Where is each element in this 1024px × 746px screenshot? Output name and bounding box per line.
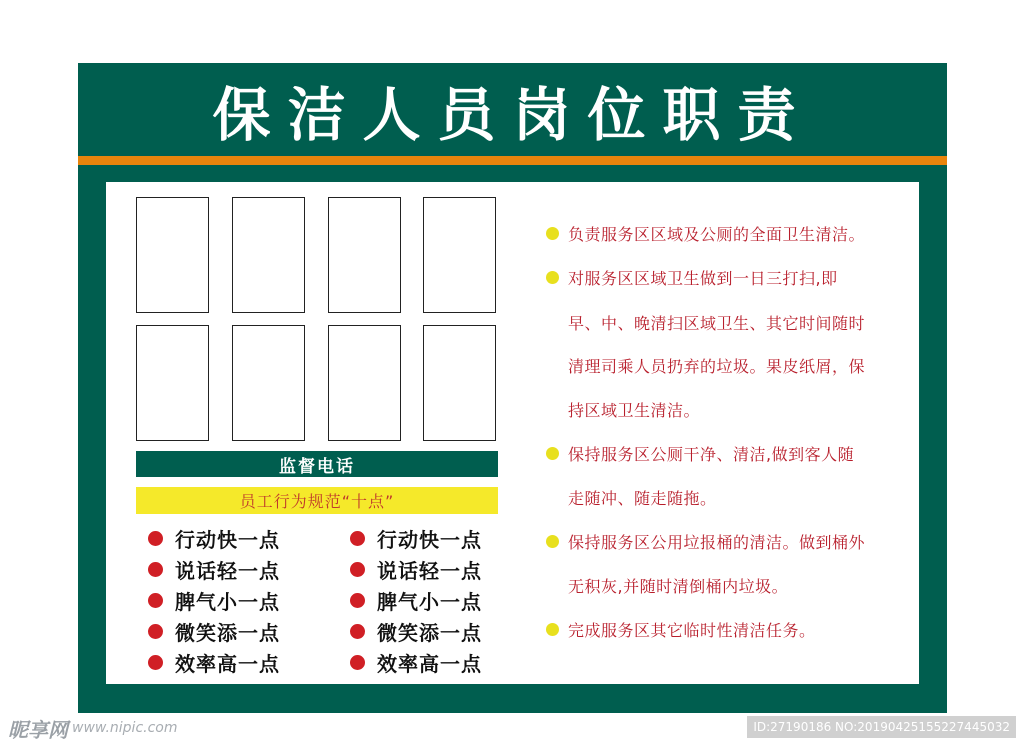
- yellow-bullet-icon: [546, 535, 559, 548]
- red-bullet-icon: [350, 624, 365, 639]
- photo-frame: [232, 325, 305, 441]
- duty-line: 清理司乘人员扔弃的垃圾。果皮纸屑，保: [568, 356, 866, 376]
- red-bullet-icon: [350, 655, 365, 670]
- rule-item: 微笑添一点: [148, 617, 280, 645]
- yellow-bullet-icon: [546, 271, 559, 284]
- rule-item: 微笑添一点: [350, 617, 482, 645]
- bulletin-board: [78, 63, 947, 713]
- rule-item: 说话轻一点: [350, 555, 482, 583]
- rule-item: 说话轻一点: [148, 555, 280, 583]
- red-bullet-icon: [350, 562, 365, 577]
- rule-item: 脾气小一点: [148, 586, 280, 614]
- photo-frame: [136, 197, 209, 313]
- rules-title-bar: 员工行为规范“十点”: [136, 487, 498, 514]
- red-bullet-icon: [148, 593, 163, 608]
- duty-line: 对服务区区域卫生做到一日三打扫,即: [546, 262, 838, 292]
- duty-line: 保持服务区公厕干净、清洁,做到客人随: [546, 438, 854, 468]
- content-panel: [106, 182, 919, 684]
- photo-frame: [328, 325, 401, 441]
- rule-item: 脾气小一点: [350, 586, 482, 614]
- duty-line: 完成服务区其它临时性清洁任务。: [546, 614, 816, 644]
- watermark-url: www.nipic.com: [72, 720, 178, 736]
- orange-stripe: [78, 156, 947, 165]
- photo-frame: [423, 325, 496, 441]
- photo-frame: [136, 325, 209, 441]
- duty-line: 持区域卫生清洁。: [568, 400, 701, 420]
- board-title: 保洁人员岗位职责: [212, 80, 813, 149]
- red-bullet-icon: [148, 624, 163, 639]
- yellow-bullet-icon: [546, 447, 559, 460]
- red-bullet-icon: [350, 531, 365, 546]
- red-bullet-icon: [148, 531, 163, 546]
- rule-item: 行动快一点: [148, 524, 280, 552]
- duty-line: 负责服务区区域及公厕的全面卫生清洁。: [546, 218, 865, 248]
- yellow-bullet-icon: [546, 623, 559, 636]
- duty-line: 走随冲、随走随拖。: [568, 488, 717, 508]
- supervision-phone-bar: 监督电话: [136, 451, 498, 477]
- red-bullet-icon: [350, 593, 365, 608]
- watermark-brand-text: 昵享网: [8, 717, 68, 742]
- rule-item: 效率高一点: [350, 648, 482, 676]
- rule-item: 效率高一点: [148, 648, 280, 676]
- photo-frame: [232, 197, 305, 313]
- watermark-brand: [8, 713, 178, 743]
- photo-frame: [328, 197, 401, 313]
- photo-frame: [423, 197, 496, 313]
- duty-line: 保持服务区公用垃报桶的清洁。做到桶外: [546, 526, 865, 556]
- yellow-bullet-icon: [546, 227, 559, 240]
- rule-item: 行动快一点: [350, 524, 482, 552]
- red-bullet-icon: [148, 655, 163, 670]
- duty-line: 早、中、晚清扫区域卫生、其它时间随时: [568, 313, 866, 333]
- red-bullet-icon: [148, 562, 163, 577]
- watermark-id: ID:27190186 NO:20190425155227445032: [747, 716, 1016, 738]
- duty-line: 无积灰,并随时清倒桶内垃圾。: [568, 576, 789, 596]
